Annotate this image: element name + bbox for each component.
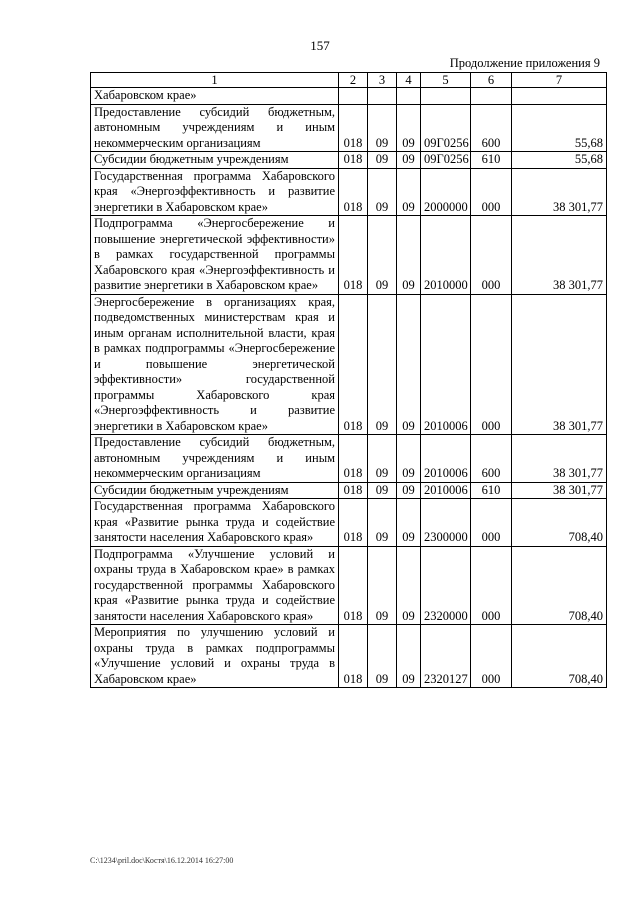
budget-item-name: Подпрограмма «Улучшение условий и охраны труда в Хабаровском крае» в рамках государственной программы Хабаровского края «Развитие рынка труда и содействие занятости населения Хабаровского края» <box>91 546 339 625</box>
budget-item-name: Субсидии бюджетным учреждениям <box>91 152 339 169</box>
target-article-code: 09Г0256 <box>421 152 471 169</box>
table-row <box>91 482 607 499</box>
target-article-code: 2010006 <box>421 435 471 483</box>
target-article-code: 2300000 <box>421 499 471 547</box>
subsection-code <box>397 88 421 105</box>
table-body <box>91 88 607 688</box>
target-article-code: 2010000 <box>421 216 471 295</box>
table-row <box>91 104 607 152</box>
amount: 708,40 <box>512 625 607 688</box>
expense-type-code: 000 <box>471 499 512 547</box>
target-article-code: 2010006 <box>421 482 471 499</box>
ministry-code: 018 <box>339 168 368 216</box>
expense-type-code: 000 <box>471 546 512 625</box>
header-cell: 3 <box>368 73 397 88</box>
subsection-code: 09 <box>397 499 421 547</box>
document-file-path: C:\1234\pril.doc\Костя\16.12.2014 16:27:00 <box>90 856 234 865</box>
ministry-code: 018 <box>339 499 368 547</box>
table-row <box>91 216 607 295</box>
table-row <box>91 168 607 216</box>
ministry-code <box>339 88 368 105</box>
subsection-code: 09 <box>397 216 421 295</box>
target-article-code: 2320000 <box>421 546 471 625</box>
budget-item-name: Предоставление субсидий бюджетным, автономным учреждениям и иным некоммерческим организациям <box>91 435 339 483</box>
ministry-code: 018 <box>339 482 368 499</box>
section-code <box>368 88 397 105</box>
amount: 55,68 <box>512 104 607 152</box>
header-cell: 6 <box>471 73 512 88</box>
subsection-code: 09 <box>397 168 421 216</box>
section-code: 09 <box>368 625 397 688</box>
page-number: 157 <box>310 38 330 53</box>
amount: 38 301,77 <box>512 435 607 483</box>
table-header-row <box>91 73 607 88</box>
appendix-continuation-note: Продолжение приложения 9 <box>449 56 600 70</box>
table-row <box>91 625 607 688</box>
subsection-code: 09 <box>397 104 421 152</box>
header-cell: 5 <box>421 73 471 88</box>
amount: 38 301,77 <box>512 482 607 499</box>
table-row <box>91 435 607 483</box>
amount: 708,40 <box>512 546 607 625</box>
section-code: 09 <box>368 294 397 435</box>
section-code: 09 <box>368 435 397 483</box>
table-row <box>91 294 607 435</box>
expense-type-code <box>471 88 512 105</box>
subsection-code: 09 <box>397 625 421 688</box>
budget-item-name: Энергосбережение в организациях края, подведомственных министерствам края и иным органам исполнительной власти, края в рамках подпрограммы «Энергосбережение и повышение энергетической эффективности» государственной программы Хабаровского края «Энергоэффективность и развитие энергетики в Хабаровском крае» <box>91 294 339 435</box>
budget-item-name: Хабаровском крае» <box>91 88 339 105</box>
budget-item-name: Мероприятия по улучшению условий и охраны труда в рамках подпрограммы «Улучшение условий и охраны труда в Хабаровском крае» <box>91 625 339 688</box>
table-row <box>91 152 607 169</box>
target-article-code: 09Г0256 <box>421 104 471 152</box>
expense-type-code: 000 <box>471 625 512 688</box>
target-article-code: 2320127 <box>421 625 471 688</box>
amount: 38 301,77 <box>512 168 607 216</box>
amount <box>512 88 607 105</box>
amount: 55,68 <box>512 152 607 169</box>
expense-type-code: 600 <box>471 435 512 483</box>
section-code: 09 <box>368 546 397 625</box>
budget-item-name: Предоставление субсидий бюджетным, автономным учреждениям и иным некоммерческим организациям <box>91 104 339 152</box>
budget-item-name: Субсидии бюджетным учреждениям <box>91 482 339 499</box>
section-code: 09 <box>368 152 397 169</box>
ministry-code: 018 <box>339 294 368 435</box>
subsection-code: 09 <box>397 435 421 483</box>
expense-type-code: 000 <box>471 168 512 216</box>
subsection-code: 09 <box>397 546 421 625</box>
ministry-code: 018 <box>339 216 368 295</box>
target-article-code: 2010006 <box>421 294 471 435</box>
subsection-code: 09 <box>397 294 421 435</box>
ministry-code: 018 <box>339 435 368 483</box>
header-cell: 1 <box>91 73 339 88</box>
section-code: 09 <box>368 482 397 499</box>
target-article-code <box>421 88 471 105</box>
ministry-code: 018 <box>339 546 368 625</box>
expense-type-code: 000 <box>471 216 512 295</box>
expense-type-code: 600 <box>471 104 512 152</box>
section-code: 09 <box>368 216 397 295</box>
subsection-code: 09 <box>397 152 421 169</box>
ministry-code: 018 <box>339 152 368 169</box>
ministry-code: 018 <box>339 625 368 688</box>
table-row <box>91 88 607 105</box>
amount: 38 301,77 <box>512 216 607 295</box>
section-code: 09 <box>368 104 397 152</box>
amount: 708,40 <box>512 499 607 547</box>
expense-type-code: 000 <box>471 294 512 435</box>
table-row <box>91 546 607 625</box>
target-article-code: 2000000 <box>421 168 471 216</box>
budget-item-name: Государственная программа Хабаровского края «Развитие рынка труда и содействие занятости населения Хабаровского края» <box>91 499 339 547</box>
header-cell: 2 <box>339 73 368 88</box>
section-code: 09 <box>368 499 397 547</box>
subsection-code: 09 <box>397 482 421 499</box>
table-row <box>91 499 607 547</box>
amount: 38 301,77 <box>512 294 607 435</box>
header-cell: 4 <box>397 73 421 88</box>
expense-type-code: 610 <box>471 152 512 169</box>
budget-table <box>90 72 607 688</box>
budget-item-name: Подпрограмма «Энергосбережение и повышение энергетической эффективности» в рамках государственной программы Хабаровского края «Энергоэффективность и развитие энергетики в Хабаровском крае» <box>91 216 339 295</box>
expense-type-code: 610 <box>471 482 512 499</box>
section-code: 09 <box>368 168 397 216</box>
ministry-code: 018 <box>339 104 368 152</box>
header-cell: 7 <box>512 73 607 88</box>
budget-item-name: Государственная программа Хабаровского края «Энергоэффективность и развитие энергетики в Хабаровском крае» <box>91 168 339 216</box>
